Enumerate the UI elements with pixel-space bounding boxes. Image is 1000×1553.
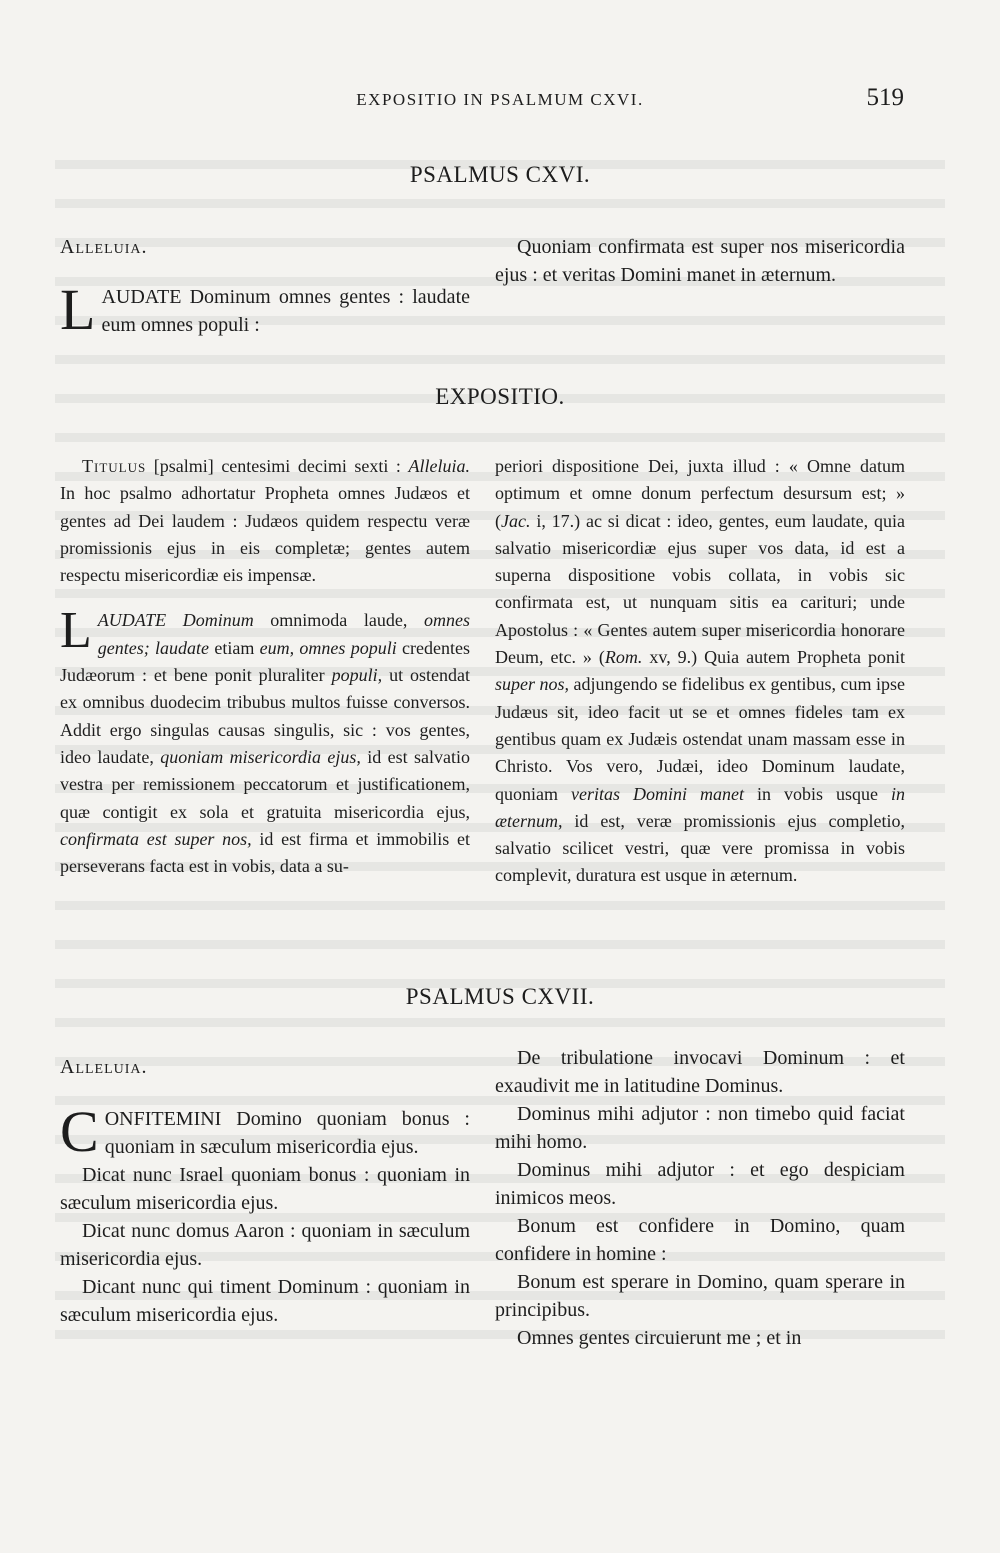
expositio-continued-paragraph — [495, 453, 905, 890]
italic-text: populi, — [331, 665, 383, 686]
italic-text: quoniam misericordia ejus, — [160, 746, 361, 767]
psalm-117-left-column — [60, 1053, 470, 1329]
drop-capital: C — [60, 1099, 99, 1164]
italic-text: eum, omnes populi — [259, 637, 397, 658]
expositio-right-column — [495, 453, 905, 890]
psalm-117-verse-6: Dominus mihi adjutor : non timebo quid faciat mihi homo. — [495, 1103, 905, 1153]
psalm-117-verse-9: Bonum est sperare in Domino, quam sperare in principibus. — [495, 1271, 905, 1321]
text: xv, 9.) Quia autem Propheta ponit — [642, 647, 906, 668]
text: id est firma et immobilis et perseverans facta est in vobis, data a su- — [60, 828, 471, 877]
text: in vobis usque — [743, 783, 891, 804]
page-number: 519 — [866, 84, 904, 111]
psalm-116-left-column — [60, 233, 470, 342]
alleluia-label: Alleluia. — [60, 1056, 148, 1078]
italic-text: AUDATE Dominum — [97, 610, 254, 631]
running-title: EXPOSITIO IN PSALMUM CXVI. — [356, 90, 644, 109]
italic-text: in æternum, — [495, 783, 905, 831]
psalm-116-verse-2: Quoniam confirmata est super nos misericordia ejus : et veritas Domini manet in æternum. — [495, 236, 905, 286]
drop-capital: L — [60, 277, 96, 342]
text: credentes Judæorum : et bene ponit pluraliter — [60, 637, 470, 686]
drop-capital: L — [60, 602, 92, 660]
psalm-117-verse-1 — [60, 1099, 470, 1164]
text: id est, veræ promissionis ejus completio, salvatio scilicet vestri, quæ vere promissa in vobis complevit, duratura est usque in æternum. — [495, 810, 905, 886]
running-header — [0, 84, 1000, 112]
text: adjungendo se fidelibus ex gentibus, cum ipse Judæus sit, ideo facit ut se et omnes fideles tam ex gentibus quam ex Judæis ostendat unam massam esse in Christo. Vos vero, Judæi, ideo Dominum laudate, quoniam — [495, 674, 905, 804]
text: ut ostendat ex omnibus duodecim tribubus multos fuisse conversos. Addit ergo singulas causas singulis, sic : vos gentes, ideo laudate, — [60, 665, 470, 767]
psalm-117-verse-10: Omnes gentes circuierunt me ; et in — [517, 1327, 802, 1349]
psalm-117-verse-4: Dicant nunc qui timent Dominum : quoniam in sæculum misericordia ejus. — [60, 1276, 470, 1326]
verse-text: AUDATE Dominum omnes gentes : laudate eum omnes populi : — [101, 286, 470, 336]
italic-text: super nos, — [495, 674, 570, 695]
alleluia-label: Alleluia. — [60, 236, 148, 258]
expositio-left-column — [60, 453, 470, 880]
psalm-117-verse-3: Dicat nunc domus Aaron : quoniam in sæculum misericordia ejus. — [60, 1220, 470, 1270]
italic-text: veritas Domini manet — [571, 783, 744, 804]
expositio-commentary-paragraph — [60, 602, 471, 880]
text: omnimoda laude, — [253, 610, 424, 631]
italic-text: Jac. — [501, 510, 531, 531]
italic-text: Alleluia. — [408, 456, 470, 476]
text: [psalmi] centesimi decimi sexti : — [146, 456, 409, 476]
verse-text: ONFITEMINI Domino quoniam bonus : quoniam in sæculum misericordia ejus. — [104, 1108, 470, 1158]
psalm-116-title: PSALMUS CXVI. — [409, 162, 591, 187]
psalm-117-right-column — [495, 1044, 905, 1352]
psalm-116-right-column — [495, 233, 905, 289]
psalm-117-verse-5: De tribulatione invocavi Dominum : et exaudivit me in latitudine Dominus. — [495, 1047, 905, 1097]
titulus-word: Titulus — [82, 456, 147, 476]
expositio-titulus-paragraph — [60, 453, 470, 589]
italic-text: omnes gentes; laudate — [97, 610, 470, 658]
psalm-117-verse-7: Dominus mihi adjutor : et ego despiciam inimicos meos. — [495, 1159, 905, 1209]
psalm-116-verse-1 — [60, 277, 470, 342]
text: periori dispositione Dei, juxta illud : « Omne datum optimum et omne donum perfectum desursum est; » ( — [495, 456, 905, 531]
psalm-117-verse-8: Bonum est confidere in Domino, quam confidere in homine : — [495, 1215, 905, 1265]
text: In hoc psalmo adhortatur Propheta omnes Judæos et gentes ad Dei laudem : Judæos quidem respectu veræ promissionis ejus in eis completæ; gentes autem respectu misericordiæ eis impensæ. — [60, 483, 470, 586]
expositio-title: EXPOSITIO. — [435, 384, 565, 409]
italic-text: confirmata est super nos, — [60, 828, 252, 849]
psalm-117-verse-2: Dicat nunc Israel quoniam bonus : quoniam in sæculum misericordia ejus. — [60, 1164, 470, 1214]
text: id est salvatio vestra per remissionem peccatorum et justificationem, quæ contigit ex sola et gratuita misericordia ejus, — [60, 746, 471, 822]
text: i, 17.) ac si dicat : ideo, gentes, eum laudate, quia salvatio misericordiæ ejus super vos data, id est a superna dispositione vobis collata, in vobis sic confirmata est, ut nunquam sitis ea carituri; unde Apostolus : « Gentes autem super misericordia honorare Deum, etc. » ( — [495, 510, 905, 668]
psalm-117-title: PSALMUS CXVII. — [405, 984, 595, 1009]
text: etiam — [209, 637, 260, 658]
italic-text: Rom. — [604, 647, 643, 668]
